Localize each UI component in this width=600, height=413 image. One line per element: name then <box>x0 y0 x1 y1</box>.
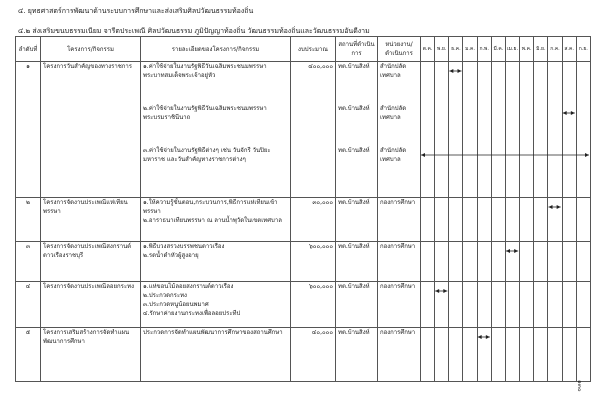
cell-text: สำนักปลัดเทศบาล <box>380 147 407 163</box>
budget <box>291 62 336 198</box>
month-cell <box>435 198 449 242</box>
month-cell <box>520 242 534 282</box>
cell-text: ๔.รักษาค่ายงานกระทงเพื่อลอยประทีป <box>143 310 241 317</box>
project-name <box>41 62 141 198</box>
section-subheading: ๔.๒ ส่งเสริมขนบธรรมเนียม จารีตประเพณี ศิลปวัฒนธรรม ภูมิปัญญาท้องถิ่น วัฒนธรรมท้องถิ่นและวัฒนธรรมอันดีงาม <box>18 27 370 35</box>
month-cell <box>548 328 562 382</box>
col-details: รายละเอียดของโครงการ/กิจกรรม <box>141 37 291 62</box>
cell-text: ๔๐๐,๐๐๐ <box>308 63 333 70</box>
month-cell <box>534 328 548 382</box>
project-name <box>41 282 141 328</box>
month-cell <box>505 282 519 328</box>
month-cell <box>548 282 562 328</box>
agency <box>378 242 421 282</box>
month-cell <box>491 62 505 198</box>
month-cell <box>534 198 548 242</box>
month-cell <box>449 198 463 242</box>
col-month: ก.ย. <box>576 37 590 62</box>
agency <box>378 62 421 198</box>
col-month: พ.ย. <box>435 37 449 62</box>
agency <box>378 282 421 328</box>
cell-text: โครงการจัดงานประเพณีสงกรานต์ ดาวเรืองราชบุรี <box>43 243 132 259</box>
project-details <box>141 282 291 328</box>
month-cell <box>435 242 449 282</box>
month-cell <box>576 328 590 382</box>
month-cell <box>463 242 477 282</box>
budget <box>291 198 336 242</box>
month-cell <box>548 198 562 242</box>
place <box>336 242 378 282</box>
col-month: ธ.ค. <box>449 37 463 62</box>
table-row <box>16 198 591 242</box>
place <box>336 328 378 382</box>
cell-text: ๔๐,๐๐๐ <box>311 329 333 336</box>
row-number <box>16 198 41 242</box>
month-cell <box>534 242 548 282</box>
col-month: มี.ค. <box>491 37 505 62</box>
cell-text: ทต.บ้านสิงห์ <box>338 105 370 112</box>
col-month: พ.ค. <box>520 37 534 62</box>
cell-text: โครงการเสริมสร้างการจัดทำแผนพัฒนาการศึกษา <box>43 329 130 345</box>
month-cell <box>562 62 576 198</box>
cell-text: ๒.ประกวดกระทง <box>143 292 187 299</box>
cell-text: ๖๐๐,๐๐๐ <box>308 243 333 250</box>
col-place: สถานที่ดำเนินการ <box>336 37 378 62</box>
project-details <box>141 62 291 198</box>
cell-text: กองการศึกษา <box>380 329 416 336</box>
agency <box>378 198 421 242</box>
cell-text: ๑.พิธีบวงสรวงบรรพชนดาวเรือง <box>143 243 225 250</box>
plan-table <box>15 36 591 382</box>
cell-text: กองการศึกษา <box>380 243 416 250</box>
row-number <box>16 282 41 328</box>
cell-text: ทต.บ้านสิงห์ <box>338 243 370 250</box>
budget <box>291 328 336 382</box>
cell-text: ๓ <box>25 243 31 250</box>
month-cell <box>449 242 463 282</box>
month-cell <box>562 198 576 242</box>
cell-text: ทต.บ้านสิงห์ <box>338 283 370 290</box>
month-cell <box>421 62 435 198</box>
cell-text: ๕ <box>25 329 31 336</box>
month-cell <box>435 328 449 382</box>
cell-text: ๓๐,๐๐๐ <box>312 199 333 206</box>
col-month: ส.ค. <box>562 37 576 62</box>
month-cell <box>534 282 548 328</box>
col-month: เม.ย. <box>505 37 519 62</box>
month-cell <box>449 282 463 328</box>
month-cell <box>463 62 477 198</box>
month-cell <box>576 242 590 282</box>
month-cell <box>477 328 491 382</box>
project-name <box>41 328 141 382</box>
month-cell <box>534 62 548 198</box>
month-cell <box>520 328 534 382</box>
project-name <box>41 242 141 282</box>
cell-text: ทต.บ้านสิงห์ <box>338 329 370 336</box>
month-cell <box>463 328 477 382</box>
month-cell <box>576 282 590 328</box>
cell-text: ประกวดการจัดทำแผนพัฒนาการศึกษาของสถานศึกษา <box>143 329 283 336</box>
month-cell <box>520 282 534 328</box>
month-cell <box>435 62 449 198</box>
project-details <box>141 198 291 242</box>
month-cell <box>491 242 505 282</box>
month-cell <box>463 198 477 242</box>
month-cell <box>421 198 435 242</box>
month-cell <box>520 198 534 242</box>
table-row <box>16 242 591 282</box>
month-cell <box>520 62 534 198</box>
col-month: มิ.ย. <box>534 37 548 62</box>
page-number: ๑๓๐ <box>576 380 583 392</box>
month-cell <box>463 282 477 328</box>
month-cell <box>505 198 519 242</box>
month-cell <box>449 328 463 382</box>
month-cell <box>421 282 435 328</box>
cell-text: กองการศึกษา <box>380 199 416 206</box>
col-month: ม.ค. <box>463 37 477 62</box>
agency <box>378 328 421 382</box>
cell-text: ๓.ประกวดหนูน้อยนพมาศ <box>143 301 209 308</box>
col-month: ต.ค. <box>421 37 435 62</box>
cell-text: โครงการจัดงานประเพณีลอยกระทง <box>43 283 135 290</box>
cell-text: ๓.ค่าใช้จ่ายในงานรัฐพิธีต่างๆ เช่น วันจักรี วันปิยะมหาราช และวันสำคัญทางราชการต่างๆ <box>143 147 271 163</box>
month-cell <box>435 282 449 328</box>
budget <box>291 242 336 282</box>
table-row <box>16 328 591 382</box>
month-cell <box>491 198 505 242</box>
month-cell <box>562 328 576 382</box>
cell-text: ๔ <box>25 283 31 290</box>
header-row <box>16 37 591 62</box>
month-cell <box>477 242 491 282</box>
place <box>336 62 378 198</box>
cell-text: ๑.ค่าใช้จ่ายในงานรัฐพิธีวันเฉลิมพระชนมพรรษา พระบาทสมเด็จพระเจ้าอยู่หัว <box>143 63 267 79</box>
table-row <box>16 62 591 198</box>
month-cell <box>477 62 491 198</box>
cell-text: โครงการจัดงานประเพณีแห่เทียนพรรษา <box>43 199 128 215</box>
cell-text: โครงการวันสำคัญของทางราชการ <box>43 63 133 70</box>
cell-text: ทต.บ้านสิงห์ <box>338 147 370 154</box>
cell-text: ๑ <box>26 63 30 70</box>
row-number <box>16 242 41 282</box>
month-cell <box>505 328 519 382</box>
month-cell <box>548 62 562 198</box>
month-cell <box>505 242 519 282</box>
month-cell <box>562 282 576 328</box>
section-heading: ๔. ยุทธศาสตร์การพัฒนาด้านระบบการศึกษาและส่งเสริมศิลปวัฒนธรรมท้องถิ่น <box>18 7 254 15</box>
col-project: โครงการ/กิจกรรม <box>41 37 141 62</box>
col-month: ก.ค. <box>548 37 562 62</box>
project-name <box>41 198 141 242</box>
col-agency: หน่วยงาน/ดำเนินการ <box>378 37 421 62</box>
month-cell <box>421 328 435 382</box>
cell-text: ๖๐๐,๐๐๐ <box>308 283 333 290</box>
month-cell <box>548 242 562 282</box>
cell-text: สำนักปลัดเทศบาล <box>380 105 407 121</box>
col-month: ก.พ. <box>477 37 491 62</box>
row-number <box>16 328 41 382</box>
cell-text: ๒.ค่าใช้จ่ายในงานรัฐพิธีวันเฉลิมพระชนมพรรษา พระบรมราชินีนาถ <box>143 105 267 121</box>
row-number <box>16 62 41 198</box>
month-cell <box>477 198 491 242</box>
month-cell <box>449 62 463 198</box>
place <box>336 282 378 328</box>
month-cell <box>421 242 435 282</box>
month-cell <box>576 198 590 242</box>
month-cell <box>477 282 491 328</box>
month-cell <box>491 282 505 328</box>
month-cell <box>491 328 505 382</box>
budget <box>291 282 336 328</box>
col-no: ลำดับที่ <box>16 37 41 62</box>
project-details <box>141 242 291 282</box>
cell-text: ทต.บ้านสิงห์ <box>338 199 370 206</box>
cell-text: ๑.ให้ความรู้ขั้นตอน,กระบวนการ,พิธีการแห่เทียนเข้าพรรษา <box>143 199 278 215</box>
cell-text: ๒.รดน้ำดำหัวผู้สูงอายุ <box>143 252 199 259</box>
cell-text: ๑.แห่ขอนไม้ลอยสงกรานต์ดาวเรือง <box>143 283 234 290</box>
month-cell <box>562 242 576 282</box>
project-details <box>141 328 291 382</box>
month-cell <box>505 62 519 198</box>
month-cell <box>576 62 590 198</box>
cell-text: ๒ <box>26 199 30 206</box>
cell-text: สำนักปลัดเทศบาล <box>380 63 407 79</box>
table-row <box>16 282 591 328</box>
cell-text: ๒.อาราธนาเทียนพรรษา ณ ลานน้ำพุวัดในเขตเทศบาล <box>143 217 282 224</box>
place <box>336 198 378 242</box>
col-budget: งบประมาณ <box>291 37 336 62</box>
cell-text: กองการศึกษา <box>380 283 416 290</box>
cell-text: ทต.บ้านสิงห์ <box>338 63 370 70</box>
